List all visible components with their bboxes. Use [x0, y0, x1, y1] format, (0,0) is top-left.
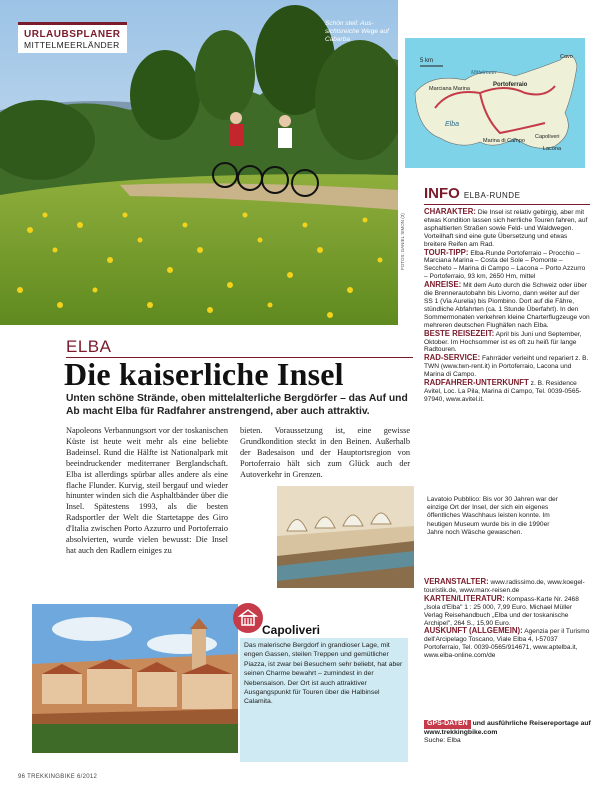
article-title: Die kaiserliche Insel [64, 356, 344, 392]
gps-note [424, 720, 592, 746]
info-text: www.radissimo.de, www.koegel-touristik.de, www.marx-reisen.de [424, 579, 585, 594]
capoliveri-title: Capoliveri [262, 623, 321, 637]
info-block [424, 627, 592, 660]
section-tag-line2: MITTELMEERLÄNDER [24, 40, 120, 50]
map-label: Elba [445, 121, 460, 128]
info-text: Elba-Runde Portoferraio – Procchio – Marciana Marina – Costa del Sole – Pomonte – Seccheto – Marina di Campo – Lacona – Porto Azzurro – Portoferraio, 93 km, 2650 Hm, mittel [424, 249, 586, 281]
info-header [424, 185, 520, 203]
info-subtitle: ELBA-RUNDE [463, 191, 521, 200]
info-label: RAD-SERVICE: [424, 353, 481, 363]
info-block [424, 595, 592, 628]
map-label: Marina di Campo [483, 138, 525, 144]
gps-text: und ausführliche Reisereportage auf www.trekkingbike.com [424, 720, 591, 736]
gps-search: Suche: Elba [424, 737, 461, 744]
info-label: AUSKUNFT (ALLGEMEIN): [424, 626, 523, 636]
section-tag-line1: URLAUBSPLANER [24, 29, 121, 40]
info-label: TOUR-TIPP: [424, 247, 469, 257]
body-column-2: bieten. Voraussetzung ist, eine gewisse Grundkondition steckt in den Beinen. Außerhalb der Badesaison und der Hauptortsregion von Portoferraio hält sich zum Glück auch der Autoverkehr in Grenzen. [240, 426, 410, 479]
info-label: KARTEN/LITERATUR: [424, 593, 505, 603]
info-text: Agenzia per il Turismo dell'Arcipelago Toscano, Viale Elba 4, I-57037 Portoferraio, Tel. 0039-0565/914671, www.aptelba.it, www.elba-online.com/de [424, 628, 590, 660]
info-block [424, 249, 590, 282]
info-label: BESTE REISEZEIT: [424, 328, 495, 338]
info-block [424, 578, 592, 595]
article-deck: Unten schöne Strände, oben mittelalterliche Bergdörfer – das Auf und Ab macht Elba für Radfahrer anstrengend, aber auch attraktiv. [66, 393, 408, 417]
info-block [424, 208, 590, 249]
map-label: Cavo [560, 54, 573, 60]
map-label: Portoferraio [493, 82, 528, 88]
info-label: VERANSTALTER: [424, 577, 489, 586]
section-tag [18, 22, 127, 53]
map-label: Lacona [543, 146, 562, 152]
info-block [424, 379, 590, 404]
capoliveri-text: Das malerische Bergdorf in grandioser Lage, mit engen Gassen, steilen Treppen und gemütlicher Piazza, ist zwar bei Besuchern sehr beliebt, hat aber seinen Charme bewahrt – zumindest in der Nebensaison. Der Ort ist auch attraktiver Ausgangspunkt für Touren über die Halbinsel Calamita. [244, 642, 403, 706]
info-rule [424, 204, 590, 205]
contact-info [424, 578, 592, 660]
body-column-1: Napoleons Verbannungsort vor der toskanischen Küste ist heute weit mehr als eine beliebte Badeinsel. Rund die Hälfte ist Nationalpark mit beeindruckender mediterraner Berglandschaft. Elba ist allerdings spürbar alles andere als eine flache Flunder. Kurvig, steil bergauf und wieder hinunter winden sich die Asphaltbänder über die Insel. Spätestens 1993, als die besten Radsportler der Welt die Startetappe des Giro d'Italia zwischen Porto Azzurro und Portoferraio absolvierten, wurde vielen bewusst: Die Insel hat auch den Radlern einiges zu [66, 426, 228, 555]
info-block [424, 354, 590, 379]
info-label: CHARAKTER: [424, 207, 476, 216]
info-text: Kompass-Karte Nr. 2468 „Isola d'Elba" 1 : 25 000, 7,99 Euro. Michael Müller Verlag Reisehandbuch „Elba und der toskanische Archipel", 264 S., 15,90 Euro. [424, 595, 579, 627]
map-scale: 5 km [420, 58, 434, 64]
info-block [424, 330, 590, 355]
info-box [424, 208, 590, 404]
info-text: Die Insel ist relativ gebirgig, aber mit etwas Kondition lassen sich herrliche Touren fahren, auf asphaltierten Straßen sowie Feld- und Waldwegen. Vorteilhaft sind eine gute Übersetzung und etwas breitere Reifen am Rad. [424, 209, 588, 248]
lavatoio-photo [277, 486, 414, 588]
building-icon [233, 603, 263, 633]
info-text: April bis Juni und September, Oktober. Im Hochsommer ist es oft zu heiß für lange Radtouren. [424, 330, 582, 354]
lavatoio-caption: Lavatoio Pubblico: Bis vor 30 Jahren war der einzige Ort der Insel, der sich ein eigenes öffentliches Waschhaus leisten konnte. Im heutigen Museum wurde bis in die 1990er Jahre noch Wäsche gewaschen. [427, 496, 558, 536]
info-title: INFO [424, 185, 460, 202]
photo-credit: FOTOS: DANIEL SIMON (3) [400, 213, 405, 270]
info-text: Fahrräder verleiht und repariert z. B. TWN (www.twn-rent.it) in Portoferraio, Lacona und Marina di Campo. [424, 355, 589, 379]
map-label: Mittelmeer [471, 70, 497, 76]
gps-tag: GPS-DATEN [424, 720, 471, 729]
info-label: RADFAHRER-UNTERKUNFT [424, 378, 529, 388]
map-label: Capoliveri [535, 134, 560, 140]
capoliveri-photo [32, 604, 238, 753]
info-text: z. B. Residence Avitel, Loc. La Pila, Marina di Campo, Tel. 0039-0565-97940, www.avitel.it. [424, 380, 582, 403]
map-label: Marciana Marina [429, 86, 470, 92]
info-label: ANREISE: [424, 280, 462, 290]
elba-map [405, 38, 585, 168]
kicker: ELBA [66, 337, 112, 356]
info-block [424, 281, 590, 329]
photo-caption: Schön steil: Aus-sichtsreiche Wege auf Cabarba [325, 20, 389, 43]
page-footer: 96 TREKKINGBIKE 6/2012 [18, 774, 98, 780]
info-text: Mit dem Auto durch die Schweiz oder über die Brennerautobahn bis Livorno, dann weiter auf der SS 1 (Via Aurelia) bis Piombino. Dort auf die Fähre, stündliche Abfahrten (ca. 1 Stunde Überfahrt). In den Sommermonaten verkehren kleine Charterflugzeuge von mehreren deutschen Flughäfen nach Elba. [424, 282, 590, 329]
